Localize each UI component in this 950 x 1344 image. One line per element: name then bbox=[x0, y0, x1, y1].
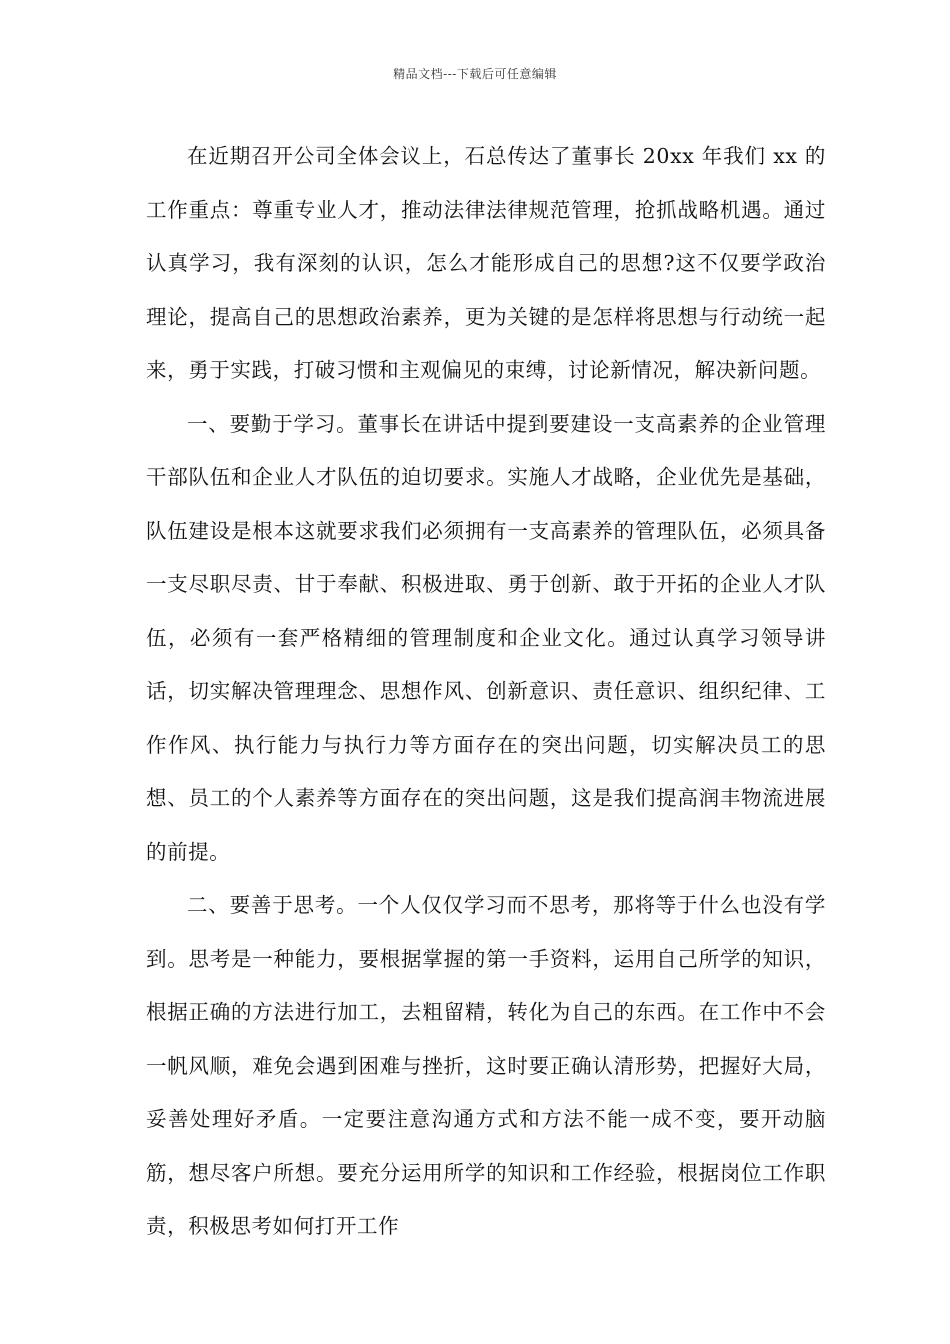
page-header: 精品文档---下载后可任意编辑 bbox=[393, 67, 557, 81]
document-body bbox=[146, 130, 826, 1254]
paragraph-intro: 在近期召开公司全体会议上，石总传达了董事长 20xx 年我们 xx 的工作重点：尊重专业人才，推动法律法律规范管理，抢抓战略机遇。通过认真学习，我有深刻的认识，怎么才能形成自己的思想?这不仅要学政治理论，提高自己的思想政治素养，更为关键的是怎样将思想与行动统一起来，勇于实践，打破习惯和主观偏见的束缚，讨论新情况，解决新问题。 bbox=[146, 144, 826, 382]
paragraph-thinking: 二、要善于思考。一个人仅仅学习而不思考，那将等于什么也没有学到。思考是一种能力，要根据掌握的第一手资料，运用自己所学的知识，根据正确的方法进行加工，去粗留精，转化为自己的东西。在工作中不会一帆风顺，难免会遇到困难与挫折，这时要正确认清形势，把握好大局，妥善处理好矛盾。一定要注意沟通方式和方法不能一成不变，要开动脑筋，想尽客户所想。要充分运用所学的知识和工作经验，根据岗位工作职责，积极思考如何打开工作 bbox=[146, 893, 826, 1238]
paragraph-learning: 一、要勤于学习。董事长在讲话中提到要建设一支高素养的企业管理干部队伍和企业人才队伍的迫切要求。实施人才战略，企业优先是基础，队伍建设是根本这就要求我们必须拥有一支高素养的管理队伍，必须具备一支尽职尽责、甘于奉献、积极进取、勇于创新、敢于开拓的企业人才队伍，必须有一套严格精细的管理制度和企业文化。通过认真学习领导讲话，切实解决管理理念、思想作风、创新意识、责任意识、组织纪律、工作作风、执行能力与执行力等方面存在的突出问题，切实解决员工的思想、员工的个人素养等方面存在的突出问题，这是我们提高润丰物流进展的前提。 bbox=[146, 411, 826, 864]
